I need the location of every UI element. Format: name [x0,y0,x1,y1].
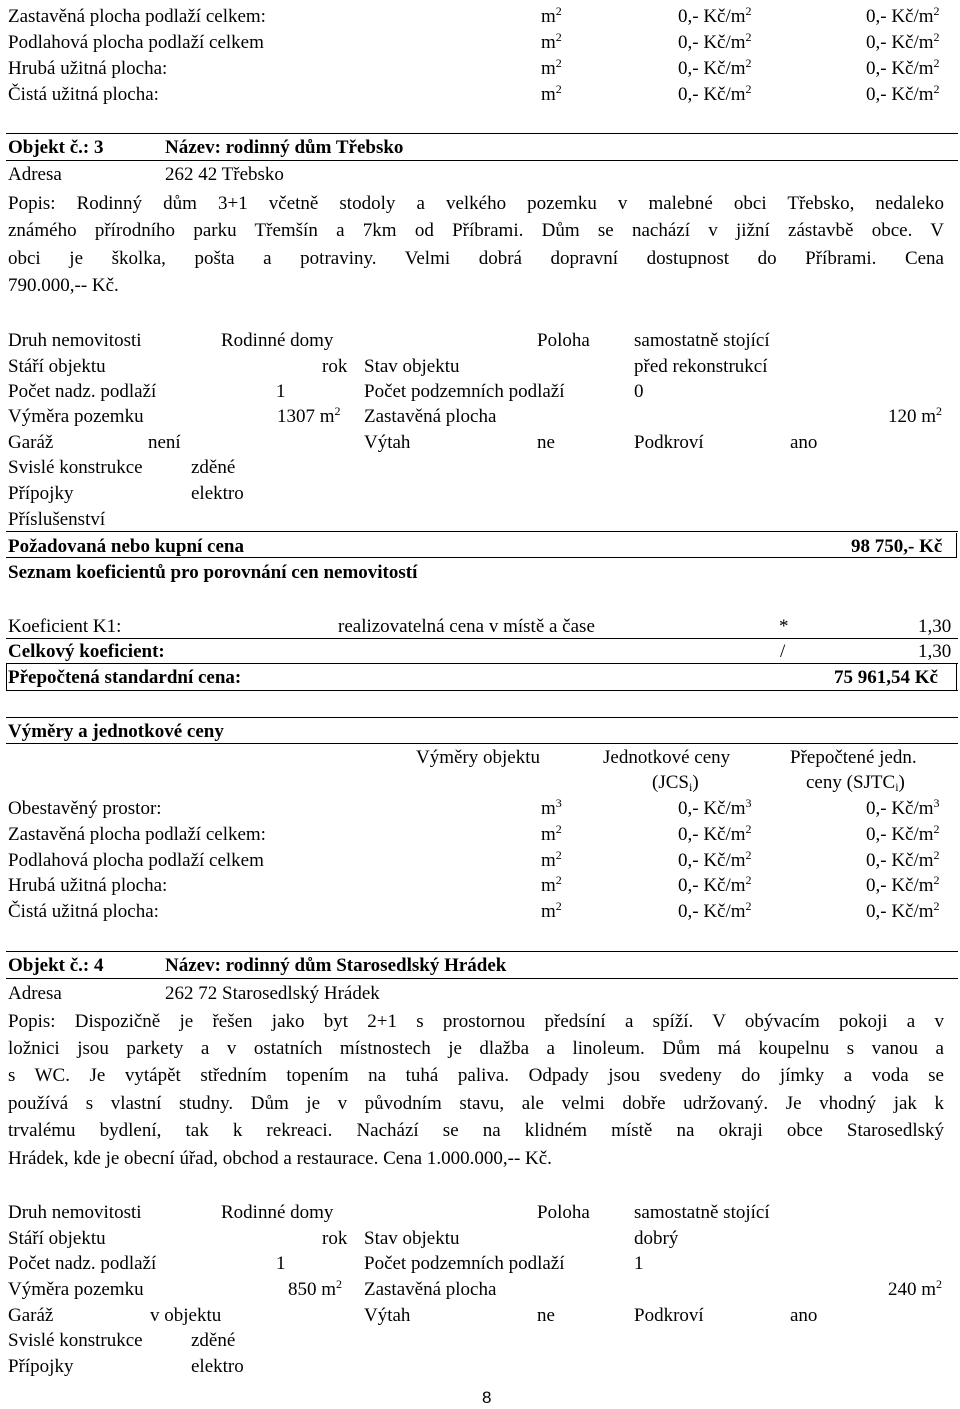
total-coefficient-label: Celkový koeficient: [8,641,165,662]
unit: $m^2$ [541,56,562,79]
condition-label: Stav objektu [364,1228,460,1249]
unit: $m^2$ [541,30,562,53]
unit: $m^2$ [541,4,562,27]
unit: $m^2$ [541,848,562,871]
unit-price: 0,- $Kč/m^2$ [678,873,752,896]
attic-label: Podkroví [634,1305,704,1326]
underground-value: 0 [634,381,644,402]
location-label: Poloha [537,330,590,351]
floors-value: 1 [276,1253,286,1274]
object-number: Objekt č.: 4 [8,955,104,976]
description-line: 790.000,-- Kč. [8,275,119,296]
unit-price: 0,- $Kč/m^2$ [678,848,752,871]
adjusted-price: 0,- $Kč/m^2$ [866,899,940,922]
garage-label: Garáž [8,432,54,453]
k1-value: 1,30 [918,616,952,637]
description-line: používá s vlastní studny. Dům je v původním stavu, ale velmi dobře udržovaný. Je vhodný jak k [8,1093,944,1114]
area-label: Obestavěný prostor: [8,798,162,819]
unit: $m^3$ [541,796,562,819]
adjusted-price: 0,- $Kč/m^2$ [866,822,940,845]
plot-area-label: Výměra pozemku [8,1279,144,1300]
adjusted-price: 0,- $Kč/m^2$ [866,56,940,79]
column-header: ceny $(SJTC_i)$ [806,772,905,794]
condition-value: před rekonstrukcí [634,356,768,377]
plot-area-value: 1307 $m^2$ [277,404,341,427]
k1-operator: * [779,616,789,637]
age-label: Stáří objektu [8,1228,106,1249]
unit: $m^2$ [541,82,562,105]
underground-value: 1 [634,1253,644,1274]
elevator-label: Výtah [364,1305,411,1326]
condition-label: Stav objektu [364,356,460,377]
unit-price: 0,- $Kč/m^2$ [678,56,752,79]
walls-value: zděné [191,1330,236,1351]
utilities-label: Přípojky [8,1356,74,1377]
age-label: Stáří objektu [8,356,106,377]
requested-price-box [6,533,957,558]
adjusted-price: 0,- $Kč/m^2$ [866,873,940,896]
unit: $m^2$ [541,873,562,896]
plot-area-label: Výměra pozemku [8,406,144,427]
utilities-value: elektro [191,1356,244,1377]
address-value: 262 42 Třebsko [165,164,284,185]
area-label: Podlahová plocha podlaží celkem [8,850,264,871]
description-line: Popis: Dispozičně je řešen jako byt 2+1 s prostornou předsíní a spíží. V obývacím pokoji a v [8,1011,944,1032]
description-line: známého přírodního parku Třemšín a 7km od Příbrami. Dům se nachází v jižní zástavbě obce. V [8,220,944,241]
elevator-value: ne [537,1305,555,1326]
object-number: Objekt č.: 3 [8,137,104,158]
adjusted-price: 0,- $Kč/m^2$ [866,82,940,105]
attic-value: ano [790,1305,818,1326]
unit: $m^2$ [541,899,562,922]
age-unit: rok [322,1228,348,1249]
object-name: Název: rodinný dům Třebsko [165,137,404,158]
adjusted-price: 0,- $Kč/m^2$ [866,30,940,53]
property-type-label: Druh nemovitosti [8,330,142,351]
garage-label: Garáž [8,1305,54,1326]
description-line: trvalému bydlení, tak k rekreaci. Nachází se na klidném místě na okraji obce Starosedlský [8,1120,944,1141]
adjusted-price: 0,- $Kč/m^2$ [866,848,940,871]
floors-value: 1 [276,381,286,402]
location-label: Poloha [537,1202,590,1223]
floors-label: Počet nadz. podlaží [8,1253,157,1274]
column-header: Přepočtené jedn. [790,747,917,768]
elevator-label: Výtah [364,432,411,453]
built-area-label: Zastavěná plocha [364,1279,497,1300]
area-label: Podlahová plocha podlaží celkem [8,32,264,53]
column-header: $(JCS_i)$ [652,772,699,794]
underground-label: Počet podzemních podlaží [364,1253,565,1274]
coefficient-list-title: Seznam koeficientů pro porovnání cen nemovitostí [8,562,418,583]
built-area-label: Zastavěná plocha [364,406,497,427]
adjusted-price: 0,- $Kč/m^3$ [866,796,940,819]
address-label: Adresa [8,164,62,185]
k1-label: Koeficient K1: [8,616,122,637]
area-label: Zastavěná plocha podlaží celkem: [8,824,266,845]
unit: $m^2$ [541,822,562,845]
attic-value: ano [790,432,818,453]
object-name: Název: rodinný dům Starosedlský Hrádek [165,955,507,976]
elevator-value: ne [537,432,555,453]
garage-value: v objektu [150,1305,222,1326]
utilities-label: Přípojky [8,483,74,504]
property-type-label: Druh nemovitosti [8,1202,142,1223]
property-type-value: Rodinné domy [221,330,334,351]
utilities-value: elektro [191,483,244,504]
description-line: Hrádek, kde je obecní úřad, obchod a restaurace. Cena 1.000.000,-- Kč. [8,1148,552,1169]
total-coefficient-operator: / [780,641,786,662]
area-label: Čistá užitná plocha: [8,901,159,922]
measurements-title: Výměry a jednotkové ceny [8,721,224,742]
walls-value: zděné [191,457,236,478]
condition-value: dobrý [634,1228,679,1249]
plot-area-value: 850 $m^2$ [288,1277,343,1300]
walls-label: Svislé konstrukce [8,1330,143,1351]
adjusted-price-value: 75 961,54 Kč [834,667,938,688]
unit-price: 0,- $Kč/m^2$ [678,30,752,53]
total-coefficient-value: 1,30 [918,641,952,662]
underground-label: Počet podzemních podlaží [364,381,565,402]
area-label: Hrubá užitná plocha: [8,875,168,896]
requested-price-label: Požadovaná nebo kupní cena [8,536,244,557]
description-line: Popis: Rodinný dům 3+1 včetně stodoly a velkého pozemku v malebné obci Třebsko, nedaleko [8,193,944,214]
unit-price: 0,- $Kč/m^2$ [678,4,752,27]
column-header: Jednotkové ceny [603,747,731,768]
description-line: ložnici jsou parkety a v ostatních místnostech je dlažba a linoleum. Dům má koupelnu s vanou a [8,1038,944,1059]
floors-label: Počet nadz. podlaží [8,381,157,402]
unit-price: 0,- $Kč/m^3$ [678,796,752,819]
attic-label: Podkroví [634,432,704,453]
column-header: Výměry objektu [416,747,541,768]
built-area-value: 120 $m^2$ [888,404,943,427]
area-label: Hrubá užitná plocha: [8,58,168,79]
description-line: obci je školka, pošta a potraviny. Velmi dobrá dopravní dostupnost do Příbrami. Cena [8,248,944,269]
garage-value: není [148,432,181,453]
unit-price: 0,- $Kč/m^2$ [678,82,752,105]
description-line: s WC. Je vytápět středním topením na tuhá paliva. Odpady jsou svedeny do jímky a voda se [8,1065,944,1086]
k1-description: realizovatelná cena v místě a čase [338,616,595,637]
built-area-value: 240 $m^2$ [888,1277,943,1300]
location-value: samostatně stojící [634,1202,770,1223]
property-type-value: Rodinné domy [221,1202,334,1223]
adjusted-price: 0,- $Kč/m^2$ [866,4,940,27]
address-label: Adresa [8,983,62,1004]
area-label: Zastavěná plocha podlaží celkem: [8,6,266,27]
accessories-label: Příslušenství [8,509,106,530]
requested-price-value: 98 750,- Kč [851,536,943,557]
adjusted-price-label: Přepočtená standardní cena: [8,667,242,688]
address-value: 262 72 Starosedlský Hrádek [165,983,380,1004]
unit-price: 0,- $Kč/m^2$ [678,822,752,845]
unit-price: 0,- $Kč/m^2$ [678,899,752,922]
walls-label: Svislé konstrukce [8,457,143,478]
location-value: samostatně stojící [634,330,770,351]
area-label: Čistá užitná plocha: [8,84,159,105]
page-number: 8 [482,1388,492,1407]
age-unit: rok [322,356,348,377]
